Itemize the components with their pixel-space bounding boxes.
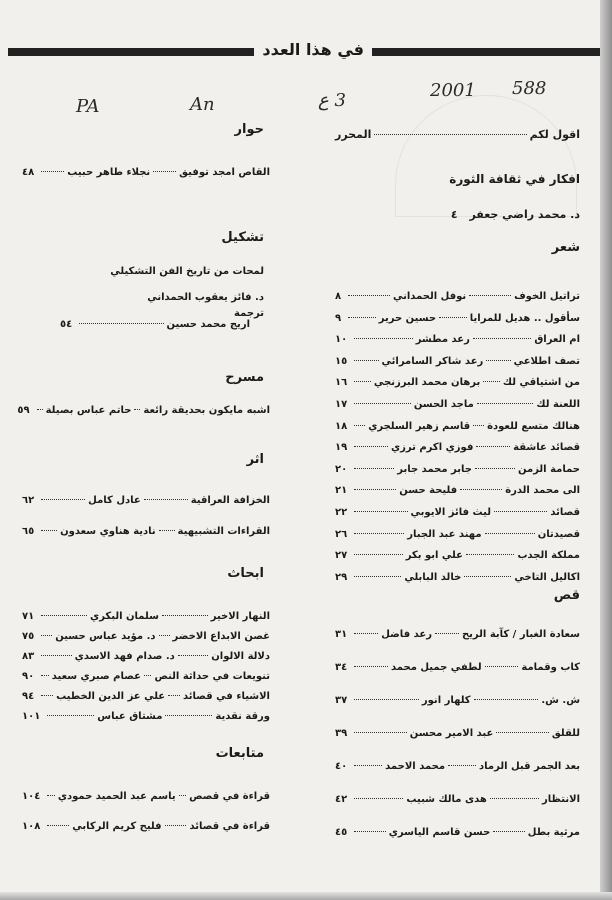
toc-entry-page: ٧٥	[22, 631, 35, 642]
leader-dots	[354, 699, 419, 700]
toc-entry-title: الى محمد الدرة	[505, 485, 580, 497]
toc-entry-author: مشتاق عباس	[97, 711, 163, 722]
section-heading-art: تشكيل	[221, 230, 264, 245]
toc-entry-intro: اقول لكم المحرر	[335, 128, 580, 141]
leader-dots	[496, 732, 549, 733]
toc-entry-author: فوزي اكرم ترزي	[390, 442, 474, 454]
leader-dots	[41, 635, 52, 636]
toc-entry-title: القراءات التشبيهية	[177, 526, 270, 537]
toc-entry-title: غصن الابداع الاخضر	[172, 631, 270, 642]
leader-dots	[486, 360, 510, 361]
toc-entry-author: جابر محمد جابر	[397, 463, 472, 475]
toc-entry	[335, 398, 580, 411]
toc-entry-title: الخزافة العراقية	[190, 495, 270, 506]
toc-entry-page: ٢٠	[335, 463, 348, 475]
toc-entry-title: قصائد	[550, 506, 580, 518]
toc-entry-title: من اشتياقي لك	[502, 377, 580, 389]
leader-dots	[354, 360, 378, 361]
toc-entry-page: ٣٤	[334, 662, 348, 673]
leader-dots	[165, 715, 212, 716]
toc-entry-author: خالد البابلي	[404, 571, 462, 583]
heritage-list	[22, 494, 270, 556]
toc-entry-title: اشبه مايكون بحديقة رائعة	[143, 405, 270, 416]
toc-entry-author: محمد الاحمد	[385, 761, 446, 772]
toc-entry	[22, 166, 270, 179]
leader-dots	[41, 499, 85, 500]
leader-dots	[165, 825, 187, 826]
art-entry-title: لمحات من تاريخ الفن التشكيلي	[110, 266, 264, 277]
toc-entry-author: نجلاء طاهر حبيب	[67, 167, 151, 178]
toc-entry	[22, 710, 270, 723]
handwritten-note: 588	[512, 78, 547, 99]
leader-dots	[464, 576, 511, 577]
toc-entry-author: حسن قاسم الياسري	[388, 827, 491, 838]
toc-entry	[335, 376, 580, 389]
leader-dots	[485, 666, 519, 667]
toc-entry	[335, 528, 580, 541]
leader-dots	[348, 317, 376, 318]
leader-dots	[41, 530, 57, 531]
toc-entry-author: ياسم عبد الحميد حمودي	[57, 791, 176, 802]
leader-dots	[37, 409, 43, 410]
faint-watermark	[395, 95, 577, 217]
leader-dots	[41, 675, 49, 676]
theater-list	[17, 404, 270, 425]
toc-entry	[335, 727, 580, 740]
toc-entry-page: ٢١	[335, 485, 348, 497]
leader-dots	[354, 403, 411, 404]
section-heading-theater: مسرح	[225, 370, 264, 385]
toc-entry-author: رعد شاكر السامرائي	[381, 355, 484, 367]
toc-entry	[335, 549, 580, 562]
toc-entry-title: مملكة الجدب	[517, 550, 580, 562]
section-heading-poetry: شعر	[551, 240, 580, 255]
toc-entry-author: مهند عبد الجبار	[407, 528, 482, 540]
leader-dots	[354, 576, 401, 577]
leader-dots	[448, 765, 476, 766]
leader-dots	[473, 425, 484, 426]
toc-entry-page: ٥٩	[17, 405, 30, 416]
leader-dots	[490, 798, 539, 799]
toc-entry-page: ١٥	[334, 355, 348, 367]
leader-dots	[354, 798, 403, 799]
toc-entry-title: قصائد عاشقة	[513, 442, 580, 454]
leader-dots	[159, 530, 175, 531]
toc-entry-title: اكاليل التاخي	[514, 571, 580, 583]
leader-dots	[159, 635, 170, 636]
toc-entry-title: قراءة في قصص	[189, 791, 270, 802]
toc-entry-author: فليح كريم الركابي	[72, 821, 162, 832]
toc-entry	[22, 630, 270, 643]
toc-entry-page: ٢٦	[334, 528, 348, 540]
toc-entry	[335, 312, 580, 325]
leader-dots	[354, 338, 412, 339]
toc-entry-author: ليث فائز الايوبي	[410, 506, 491, 518]
toc-entry	[22, 650, 270, 663]
toc-entry	[335, 506, 580, 519]
toc-entry-author: رعد مطشر	[415, 334, 470, 346]
leader-dots	[144, 499, 188, 500]
leader-dots	[354, 446, 388, 447]
handwritten-note: 2001	[430, 80, 476, 101]
page-edge-shadow	[600, 0, 612, 900]
leader-dots	[473, 338, 531, 339]
toc-entry-author: عصام صبري سعيد	[51, 671, 141, 682]
leader-dots	[354, 765, 382, 766]
toc-entry	[335, 694, 580, 707]
toc-entry-title: الانتظار	[542, 794, 580, 805]
toc-entry-title: هنالك متسع للعودة	[487, 420, 580, 432]
toc-entry	[22, 790, 270, 803]
toc-entry-title: تنويعات في حداثة النص	[154, 671, 270, 682]
toc-entry-title: سعادة الغبار / كآبة الريح	[461, 629, 580, 640]
leader-dots	[439, 317, 467, 318]
section-heading-stories: قص	[553, 588, 580, 603]
toc-entry-page: ٦٥	[21, 526, 35, 537]
toc-entry-title: سأقول .. هديل للمرايا	[469, 312, 580, 324]
toc-entry-author: حسين حرير	[378, 312, 437, 324]
leader-dots	[41, 615, 87, 616]
toc-entry-title: القاص امجد توفيق	[179, 167, 270, 178]
toc-entry	[335, 420, 580, 433]
toc-entry-author: نوفل الحمداني	[393, 291, 467, 302]
toc-entry-title: الاشياء في قصائد	[183, 691, 270, 702]
toc-entry-page: ١٠٨	[22, 821, 41, 832]
toc-entry-page: ١٠٤	[21, 791, 41, 802]
toc-entry-author: قاسم زهير السلجري	[368, 420, 471, 432]
toc-entry	[335, 571, 580, 584]
leader-dots	[178, 655, 208, 656]
poetry-list	[335, 290, 580, 592]
toc-entry-page: ٤٢	[335, 794, 348, 805]
toc-entry-author: حاتم عباس بصيلة	[45, 405, 132, 416]
leader-dots	[354, 831, 386, 832]
toc-entry-author: ماجد الحسن	[413, 398, 474, 410]
toc-entry-title: ورقة نقدية	[215, 711, 270, 722]
toc-entry-title: دلالة الالوان	[211, 651, 270, 662]
section-heading-research: ابحاث	[227, 566, 264, 581]
handwritten-note: An	[190, 94, 215, 115]
toc-entry-author: د. صدام فهد الاسدي	[74, 651, 175, 662]
toc-entry-author: عادل كامل	[88, 495, 141, 506]
toc-entry-page: ١٦	[334, 377, 348, 389]
page-edge-shadow	[0, 892, 612, 900]
toc-entry	[335, 441, 580, 454]
leader-dots	[153, 171, 176, 172]
followups-list	[22, 790, 270, 850]
toc-entry-page: ٤٨	[22, 167, 35, 178]
toc-entry	[335, 290, 580, 303]
research-list	[22, 610, 270, 730]
leader-dots	[354, 468, 394, 469]
toc-entry-author: هدى مالك شبيب	[406, 794, 487, 805]
section-heading-followups: متابعات	[215, 746, 264, 761]
toc-entry	[22, 610, 270, 623]
leader-dots	[485, 533, 535, 534]
toc-entry	[17, 404, 270, 417]
toc-entry-author: رعد فاضل	[381, 629, 432, 640]
toc-entry	[22, 670, 270, 683]
toc-entry-title: قصيدتان	[537, 528, 580, 540]
toc-entry-author: علي ابو بكر	[405, 550, 463, 562]
section-heading-heritage: اثر	[246, 452, 264, 467]
toc-entry	[335, 760, 580, 773]
toc-entry-thought-title: افكار في ثقافة الثورة	[449, 172, 580, 186]
toc-entry-page: ٩٤	[22, 691, 35, 702]
leader-dots	[354, 533, 404, 534]
handwritten-note: PA	[76, 96, 100, 117]
toc-entry-title: ام العراق	[534, 334, 580, 346]
toc-entry-title: بعد الجمر قبل الرماد	[479, 761, 580, 772]
toc-entry-title: قراءة في قصائد	[189, 821, 270, 832]
toc-entry-author: نادية هناوي سعدون	[60, 526, 156, 537]
leader-dots	[354, 633, 378, 634]
toc-entry-page: ٦٢	[21, 495, 35, 506]
toc-entry-author: عبد الامير محسن	[409, 728, 494, 739]
toc-entry-author: د. مؤيد عباس حسين	[55, 631, 156, 642]
leader-dots	[466, 554, 514, 555]
toc-entry-page: ٢٩	[334, 571, 348, 583]
toc-entry-author: برهان محمد البرزنجي	[373, 377, 481, 389]
toc-entry	[22, 820, 270, 833]
leader-dots	[47, 825, 69, 826]
toc-entry-title: للقلق	[551, 728, 580, 739]
toc-entry-author: فليحة حسن	[399, 485, 458, 497]
toc-entry	[22, 494, 270, 507]
art-entry-author: د. فائز يعقوب الحمداني	[147, 292, 264, 303]
leader-dots	[348, 295, 390, 296]
toc-entry-title: تراتيل الخوف	[514, 291, 580, 302]
stories-list	[335, 628, 580, 859]
toc-entry-title: مرثية بطل	[527, 827, 580, 838]
leader-dots	[477, 403, 534, 404]
leader-dots	[354, 511, 407, 512]
leader-dots	[474, 699, 539, 700]
toc-entry-author: لطفي جميل محمد	[391, 662, 482, 673]
toc-entry	[335, 661, 580, 674]
art-entry-translation-label: ترجمة	[234, 308, 264, 319]
toc-entry-title: تصف اطلاعي	[513, 355, 580, 367]
toc-entry-page: ٨٣	[22, 651, 35, 662]
toc-entry-page: ١٠١	[22, 711, 41, 722]
toc-entry	[335, 463, 580, 476]
toc-entry-title: كاب وقمامة	[521, 662, 580, 673]
leader-dots	[168, 695, 180, 696]
toc-entry-page: ٤٥	[335, 827, 348, 838]
leader-dots	[144, 675, 152, 676]
toc-entry	[335, 628, 580, 641]
toc-entry-page: ٣١	[335, 629, 348, 640]
leader-dots	[162, 615, 208, 616]
toc-entry-page: ١٨	[335, 420, 348, 432]
toc-entry-author: علي عز الدين الخطيب	[56, 691, 166, 702]
leader-dots	[134, 409, 140, 410]
toc-entry	[335, 793, 580, 806]
toc-entry	[335, 484, 580, 497]
leader-dots	[460, 489, 502, 490]
toc-entry	[335, 355, 580, 368]
leader-dots	[354, 554, 402, 555]
leader-dots	[47, 715, 94, 716]
toc-entry-thought-author: د. محمد راضي جعفر ٤	[450, 208, 580, 221]
toc-entry-title: ش. ش.	[541, 695, 580, 706]
leader-dots	[41, 695, 53, 696]
leader-dots	[476, 446, 510, 447]
leader-dots	[354, 381, 371, 382]
toc-entry	[335, 333, 580, 346]
leader-dots	[41, 655, 71, 656]
leader-dots	[354, 489, 396, 490]
art-entry-translator: اريج محمد حسين ٥٤	[60, 319, 250, 330]
toc-entry-page: ٩٠	[21, 671, 35, 682]
leader-dots	[435, 633, 459, 634]
leader-dots	[469, 295, 511, 296]
toc-entry-title: حمامة الزمن	[518, 463, 580, 475]
leader-dots	[47, 795, 55, 796]
leader-dots	[493, 831, 525, 832]
toc-entry-page: ١٠	[335, 334, 348, 346]
toc-entry-title: اللعنة لك	[536, 398, 580, 410]
toc-entry-page: ٢٧	[335, 550, 348, 562]
toc-entry-page: ٩	[335, 312, 342, 324]
toc-entry-author: كلهار انور	[421, 695, 471, 706]
toc-entry-page: ١٩	[334, 442, 348, 454]
leader-dots	[483, 381, 500, 382]
toc-entry-page: ٣٧	[334, 695, 348, 706]
interview-list	[22, 166, 270, 187]
handwritten-note: 3 ع	[318, 90, 346, 111]
leader-dots	[475, 468, 515, 469]
toc-entry-page: ٨	[334, 291, 342, 302]
page-title: في هذا العدد	[254, 39, 372, 61]
leader-dots	[354, 425, 365, 426]
leader-dots	[354, 732, 407, 733]
leader-dots	[41, 171, 64, 172]
section-heading-interview: حوار	[234, 122, 264, 137]
toc-entry-title: النهار الاخير	[210, 611, 270, 622]
toc-entry-page: ٧١	[21, 611, 35, 622]
toc-entry-page: ٣٩	[334, 728, 348, 739]
toc-entry	[335, 826, 580, 839]
leader-dots	[179, 795, 187, 796]
toc-entry-page: ١٧	[335, 398, 348, 410]
toc-entry	[22, 525, 270, 538]
toc-entry-page: ٢٢	[335, 506, 348, 518]
leader-dots	[354, 666, 388, 667]
toc-entry	[22, 690, 270, 703]
leader-dots	[494, 511, 547, 512]
toc-entry-page: ٤٠	[335, 761, 348, 772]
toc-entry-author: سلمان البكري	[90, 611, 159, 622]
